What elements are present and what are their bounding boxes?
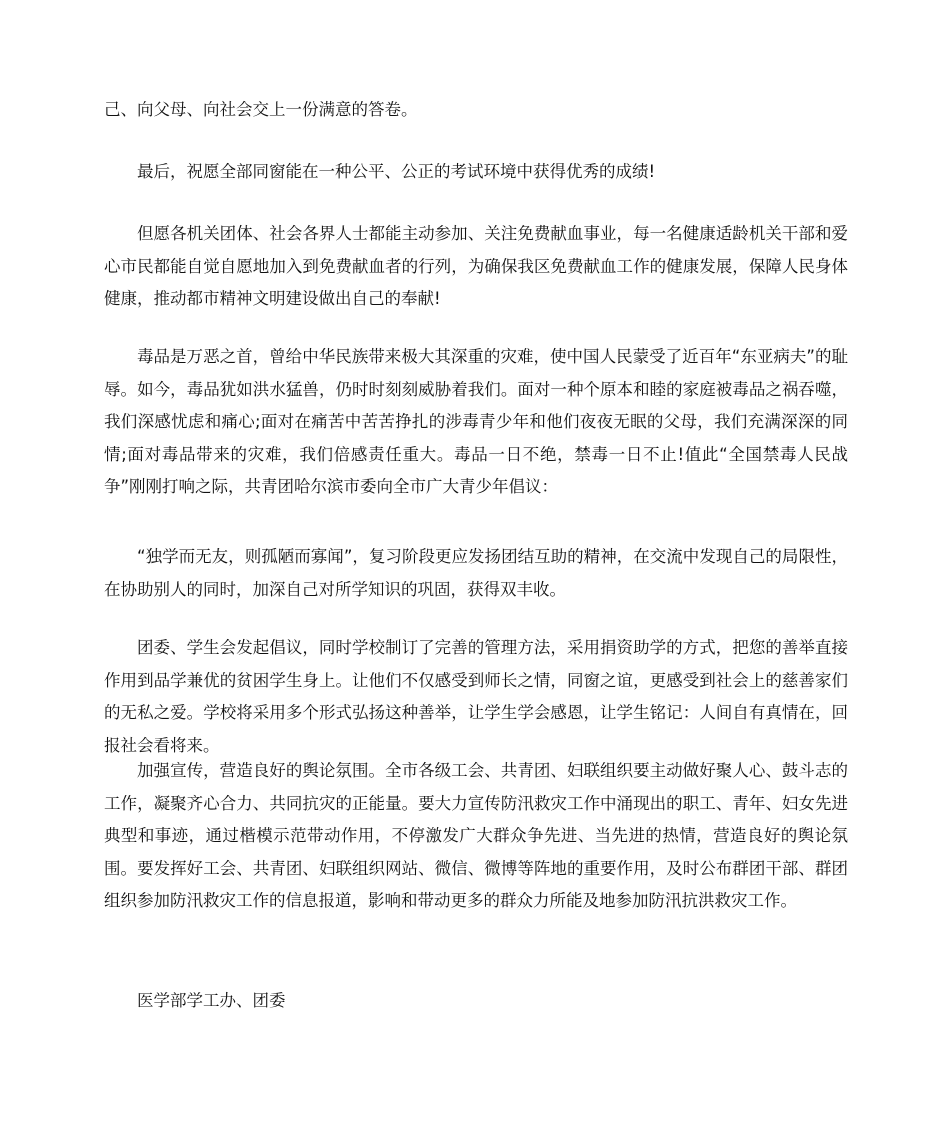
paragraph-mutual-help: “独学而无友，则孤陋而寡闻”，复习阶段更应发扬团结互助的精神，在交流中发现自己的局限性，在协助别人的同时，加深自己对所学知识的巩固，获得双丰收。 <box>104 547 848 599</box>
paragraph-blood-donation: 但愿各机关团体、社会各界人士都能主动参加、关注免费献血事业，每一名健康适龄机关干部和爱心市民都能自觉自愿地加入到免费献血者的行列，为确保我区免费献血工作的健康发展，保障人民身体健康，推动都市精神文明建设做出自己的奉献! <box>104 224 848 309</box>
paragraph-flood-relief: 加强宣传，营造良好的舆论氛围。全市各级工会、共青团、妇联组织要主动做好聚人心、鼓斗志的工作，凝聚齐心合力、共同抗灾的正能量。要大力宣传防汛救灾工作中涌现出的职工、青年、妇女先进典型和事迹，通过楷模示范带动作用，不停激发广大群众争先进、当先进的热情，营造良好的舆论氛围。要发挥好工会、共青团、妇联组织网站、微信、微博等阵地的重要作用，及时公布群团干部、群团组织参加防汛救灾工作的信息报道，影响和带动更多的群众力所能及地参加防汛抗洪救灾工作。 <box>104 761 848 911</box>
paragraph-anti-drug: 毒品是万恶之首，曾给中华民族带来极大其深重的灾难，使中国人民蒙受了近百年“东亚病夫”的耻辱。如今，毒品犹如洪水猛兽，仍时时刻刻威胁着我们。面对一种个原本和睦的家庭被毒品之祸吞噬，我们深感忧虑和痛心;面对在痛苦中苦苦挣扎的涉毒青少年和他们夜夜无眠的父母，我们充满深深的同情;面对毒品带来的灾难，我们倍感责任重大。毒品一日不绝，禁毒一日不止!值此“全国禁毒人民战争”刚刚打响之际，共青团哈尔滨市委向全市广大青少年倡议： <box>104 347 848 497</box>
paragraph-exam-wishes: 最后，祝愿全部同窗能在一种公平、公正的考试环境中获得优秀的成绩! <box>137 162 656 181</box>
paragraph-student-aid: 团委、学生会发起倡议，同时学校制订了完善的管理方法，采用捐资助学的方式，把您的善举直接作用到品学兼优的贫困学生身上。让他们不仅感受到师长之情，同窗之谊，更感受到社会上的慈善家们的无私之爱。学校将采用多个形式弘扬这种善举，让学生学会感恩，让学生铭记：人间自有真情在，回报社会看将来。 <box>104 638 848 755</box>
paragraph-continuation: 己、向父母、向社会交上一份满意的答卷。 <box>104 100 418 119</box>
signature-line: 医学部学工办、团委 <box>137 991 286 1010</box>
